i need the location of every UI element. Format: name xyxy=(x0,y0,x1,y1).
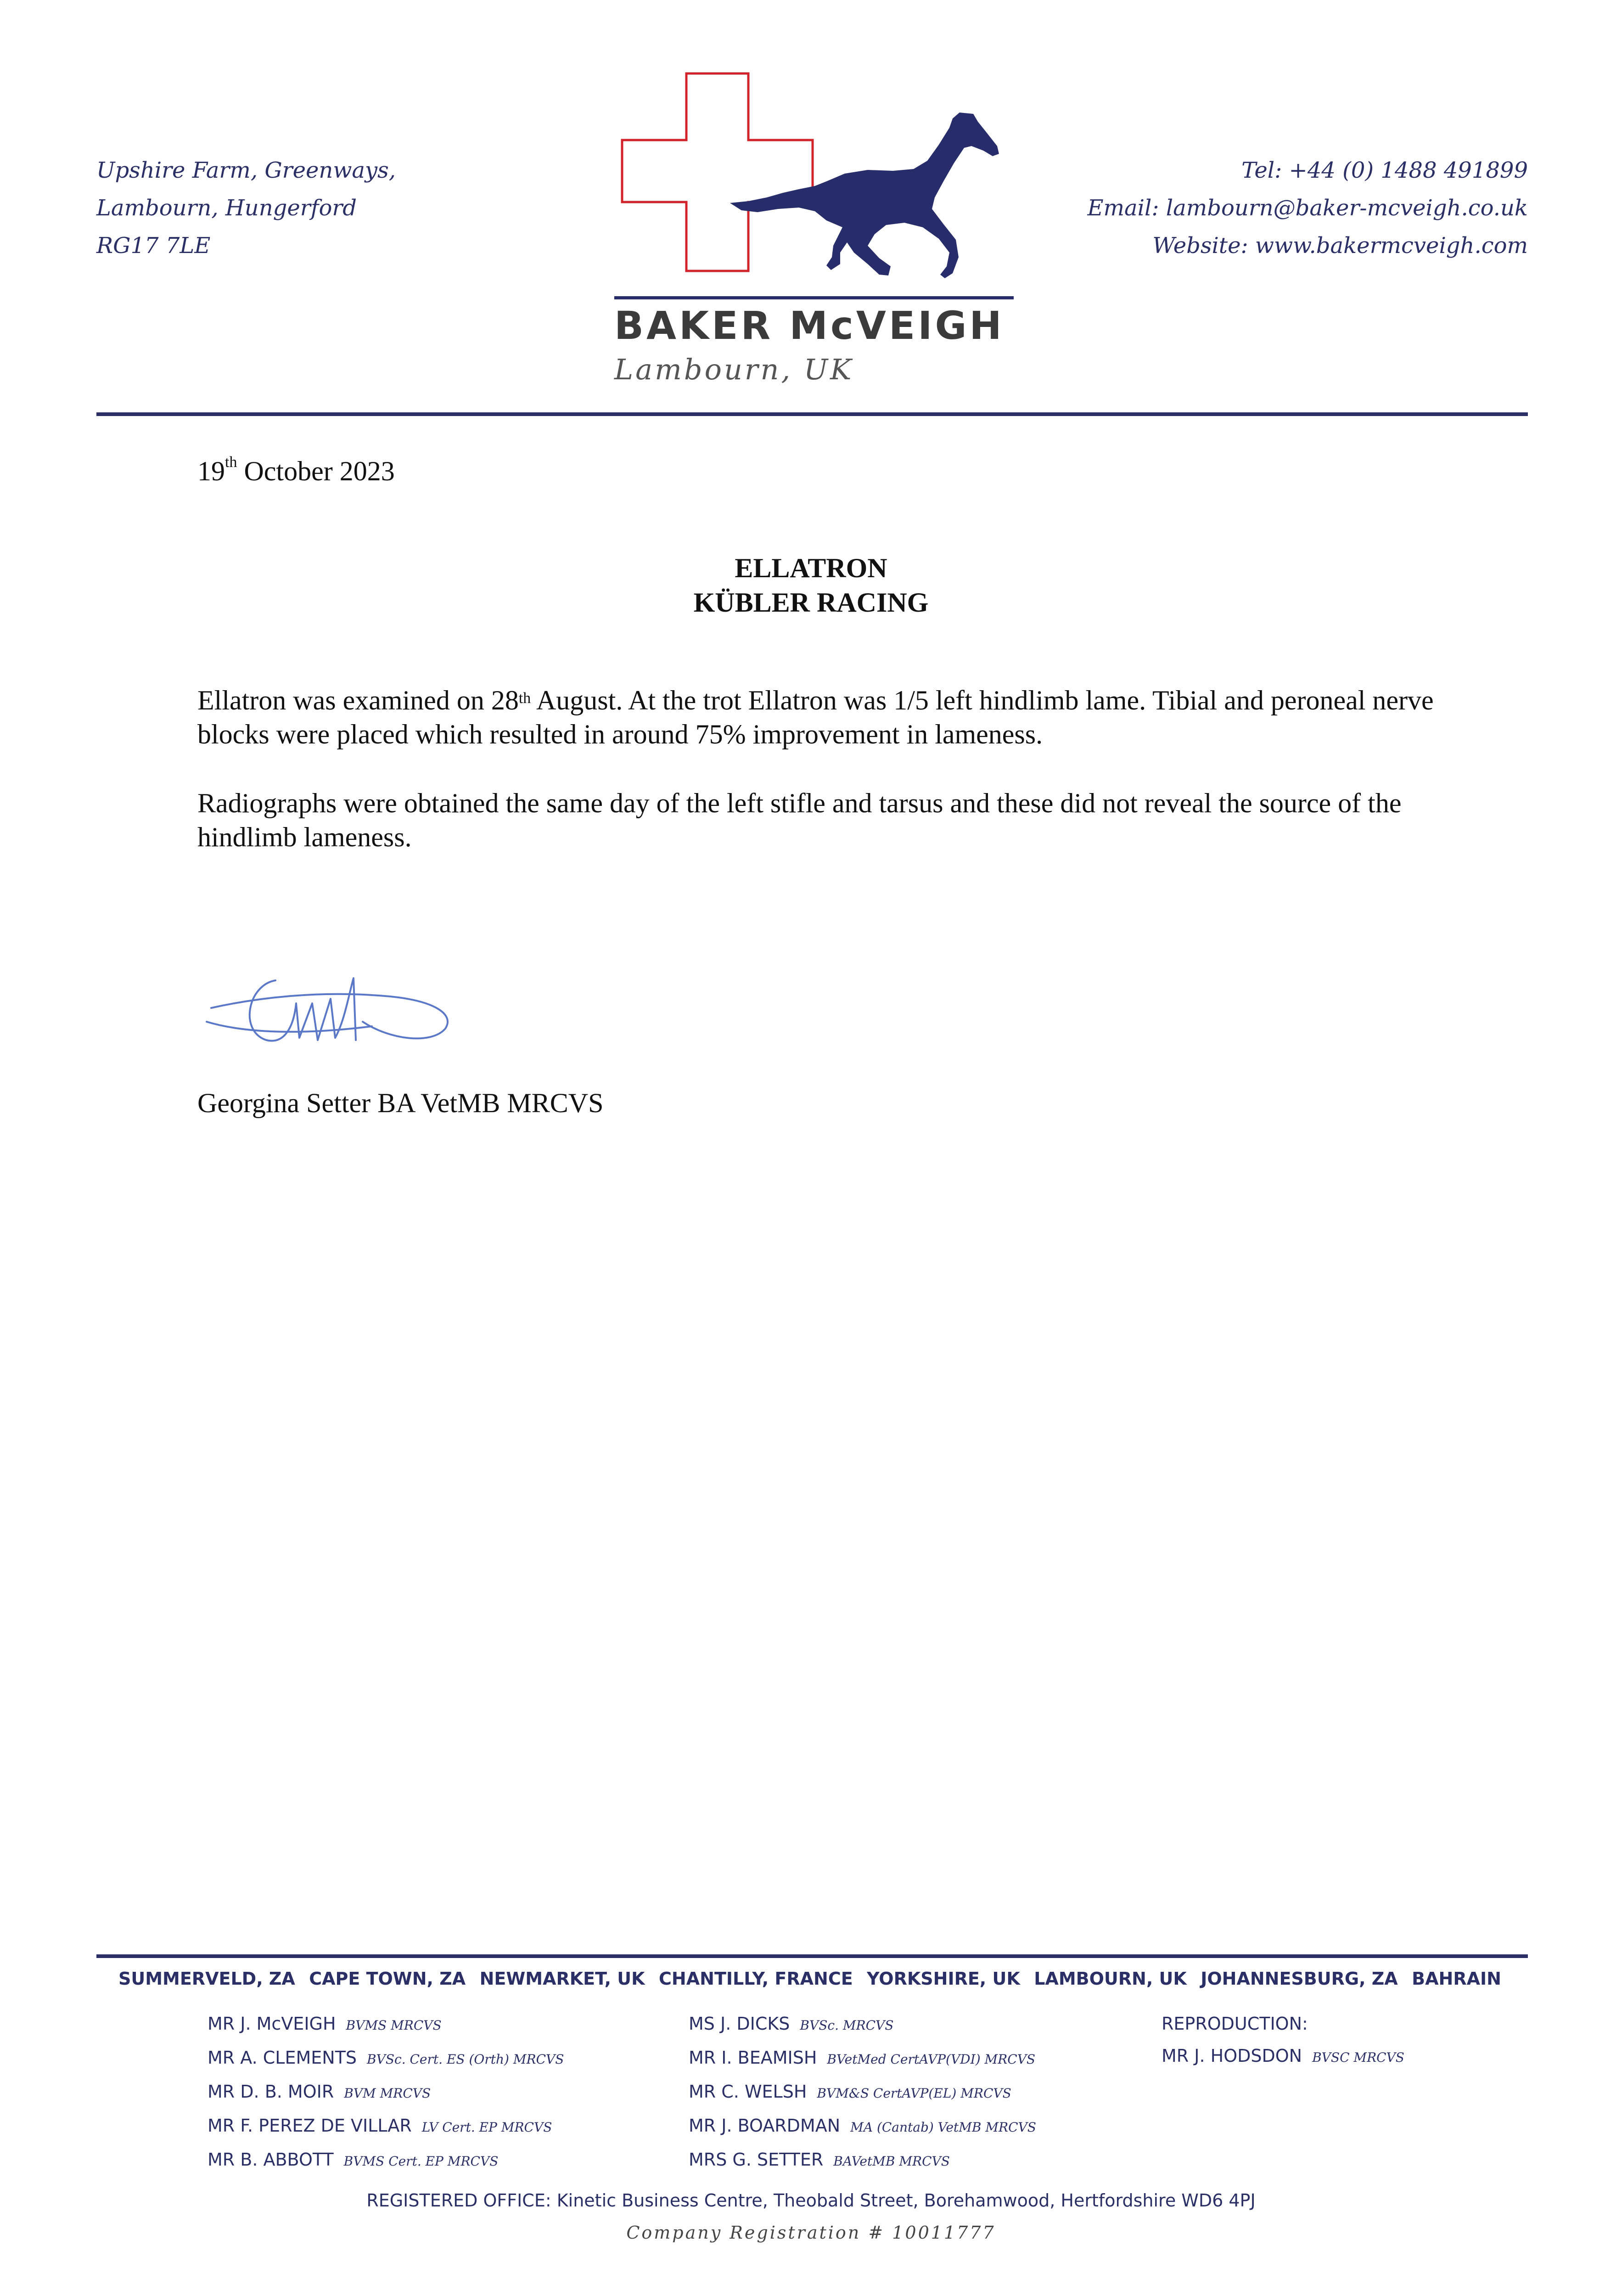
header-divider xyxy=(96,412,1528,416)
branch-list xyxy=(118,1969,1501,1989)
branch-item: NEWMARKET, UK xyxy=(479,1969,645,1989)
branch-item: BAHRAIN xyxy=(1412,1969,1501,1989)
staff-name: MS J. DICKS xyxy=(689,2014,790,2034)
branch-item: CAPE TOWN, ZA xyxy=(309,1969,466,1989)
brand-location: Lambourn, UK xyxy=(614,353,854,386)
date-suffix: th xyxy=(225,454,237,471)
address-line: Lambourn, Hungerford xyxy=(96,195,357,221)
brand-name: BAKER McVEIGH xyxy=(614,303,1005,348)
paragraph-examination xyxy=(197,683,1437,751)
staff-entry xyxy=(689,2008,1036,2042)
staff-entry xyxy=(689,2042,1036,2076)
para-text: August. At the trot Ellatron was 1/5 left hindlimb lame. Tibial and peroneal nerve blocks were placed which resulted in around 75% improvement in lameness. xyxy=(197,685,1434,749)
staff-name: MR D. B. MOIR xyxy=(208,2082,334,2102)
date-month-year: October 2023 xyxy=(237,456,395,486)
signature xyxy=(197,953,473,1058)
staff-entry xyxy=(208,2110,564,2144)
registered-office: REGISTERED OFFICE: Kinetic Business Centre, Theobald Street, Borehamwood, Hertfordshire WD6 4PJ xyxy=(366,2190,1256,2211)
staff-name: MR J. HODSDON xyxy=(1162,2046,1302,2066)
staff-name: MR A. CLEMENTS xyxy=(208,2048,357,2068)
date-day: 19 xyxy=(197,456,225,486)
staff-qualification: BVSC MRCVS xyxy=(1312,2050,1404,2065)
phone-line: Tel: +44 (0) 1488 491899 xyxy=(1241,158,1528,183)
horse-name: ELLATRON xyxy=(735,553,887,583)
staff-name: MR J. BOARDMAN xyxy=(689,2116,841,2136)
staff-entry xyxy=(689,2144,1036,2178)
letter-date xyxy=(197,456,395,487)
staff-name: MR B. ABBOTT xyxy=(208,2150,334,2170)
cross-icon xyxy=(622,73,813,271)
address-line: RG17 7LE xyxy=(96,233,211,259)
email-line: Email: lambourn@baker-mcveigh.co.uk xyxy=(1087,195,1528,221)
staff-entry xyxy=(208,2042,564,2076)
staff-name: MR F. PEREZ DE VILLAR xyxy=(208,2116,412,2136)
branch-item: LAMBOURN, UK xyxy=(1034,1969,1187,1989)
staff-column-reproduction xyxy=(1162,2008,1404,2074)
reproduction-heading: REPRODUCTION: xyxy=(1162,2014,1308,2034)
staff-name: MRS G. SETTER xyxy=(689,2150,824,2170)
signatory-name: Georgina Setter BA VetMB MRCVS xyxy=(197,1088,604,1118)
footer-divider xyxy=(96,1954,1528,1958)
staff-name: MR I. BEAMISH xyxy=(689,2048,817,2068)
staff-entry xyxy=(1162,2040,1404,2074)
letter-title xyxy=(0,551,1622,620)
staff-qualification: BVetMed CertAVP(VDI) MRCVS xyxy=(827,2052,1036,2067)
staff-column-2 xyxy=(689,2008,1036,2178)
staff-qualification: BVSc. Cert. ES (Orth) MRCVS xyxy=(367,2052,564,2067)
staff-name: MR C. WELSH xyxy=(689,2082,807,2102)
contact-block xyxy=(1087,152,1528,264)
staff-entry xyxy=(208,2144,564,2178)
branch-item: SUMMERVELD, ZA xyxy=(118,1969,295,1989)
para-text: Ellatron was examined on 28 xyxy=(197,685,519,715)
staff-qualification: LV Cert. EP MRCVS xyxy=(421,2120,552,2135)
address-line: Upshire Farm, Greenways, xyxy=(96,158,396,183)
address-block xyxy=(96,152,396,264)
baker-mcveigh-logo xyxy=(611,69,1024,308)
branch-item: CHANTILLY, FRANCE xyxy=(659,1969,853,1989)
staff-qualification: BAVetMB MRCVS xyxy=(833,2154,950,2169)
owner-name: KÜBLER RACING xyxy=(693,587,929,618)
paragraph-radiographs: Radiographs were obtained the same day of the left stifle and tarsus and these did not reveal the source of the hindlimb lameness. xyxy=(197,788,1402,852)
branch-item: YORKSHIRE, UK xyxy=(867,1969,1020,1989)
staff-column-1 xyxy=(208,2008,564,2178)
staff-qualification: BVM MRCVS xyxy=(344,2086,431,2101)
staff-entry xyxy=(689,2076,1036,2110)
staff-entry xyxy=(208,2076,564,2110)
staff-qualification: MA (Cantab) VetMB MRCVS xyxy=(850,2120,1036,2135)
company-registration: Company Registration # 10011777 xyxy=(626,2223,996,2243)
staff-entry xyxy=(208,2008,564,2042)
staff-qualification: BVMS MRCVS xyxy=(346,2018,442,2033)
branch-item: JOHANNESBURG, ZA xyxy=(1201,1969,1398,1989)
horse-icon xyxy=(730,113,999,278)
staff-entry xyxy=(689,2110,1036,2144)
staff-name: MR J. McVEIGH xyxy=(208,2014,336,2034)
website-line: Website: www.bakermcveigh.com xyxy=(1152,233,1528,259)
logo-underline xyxy=(614,296,1014,299)
staff-qualification: BVSc. MRCVS xyxy=(800,2018,894,2033)
para-sup: th xyxy=(518,690,531,707)
staff-qualification: BVM&S CertAVP(EL) MRCVS xyxy=(817,2086,1011,2101)
staff-qualification: BVMS Cert. EP MRCVS xyxy=(343,2154,499,2169)
